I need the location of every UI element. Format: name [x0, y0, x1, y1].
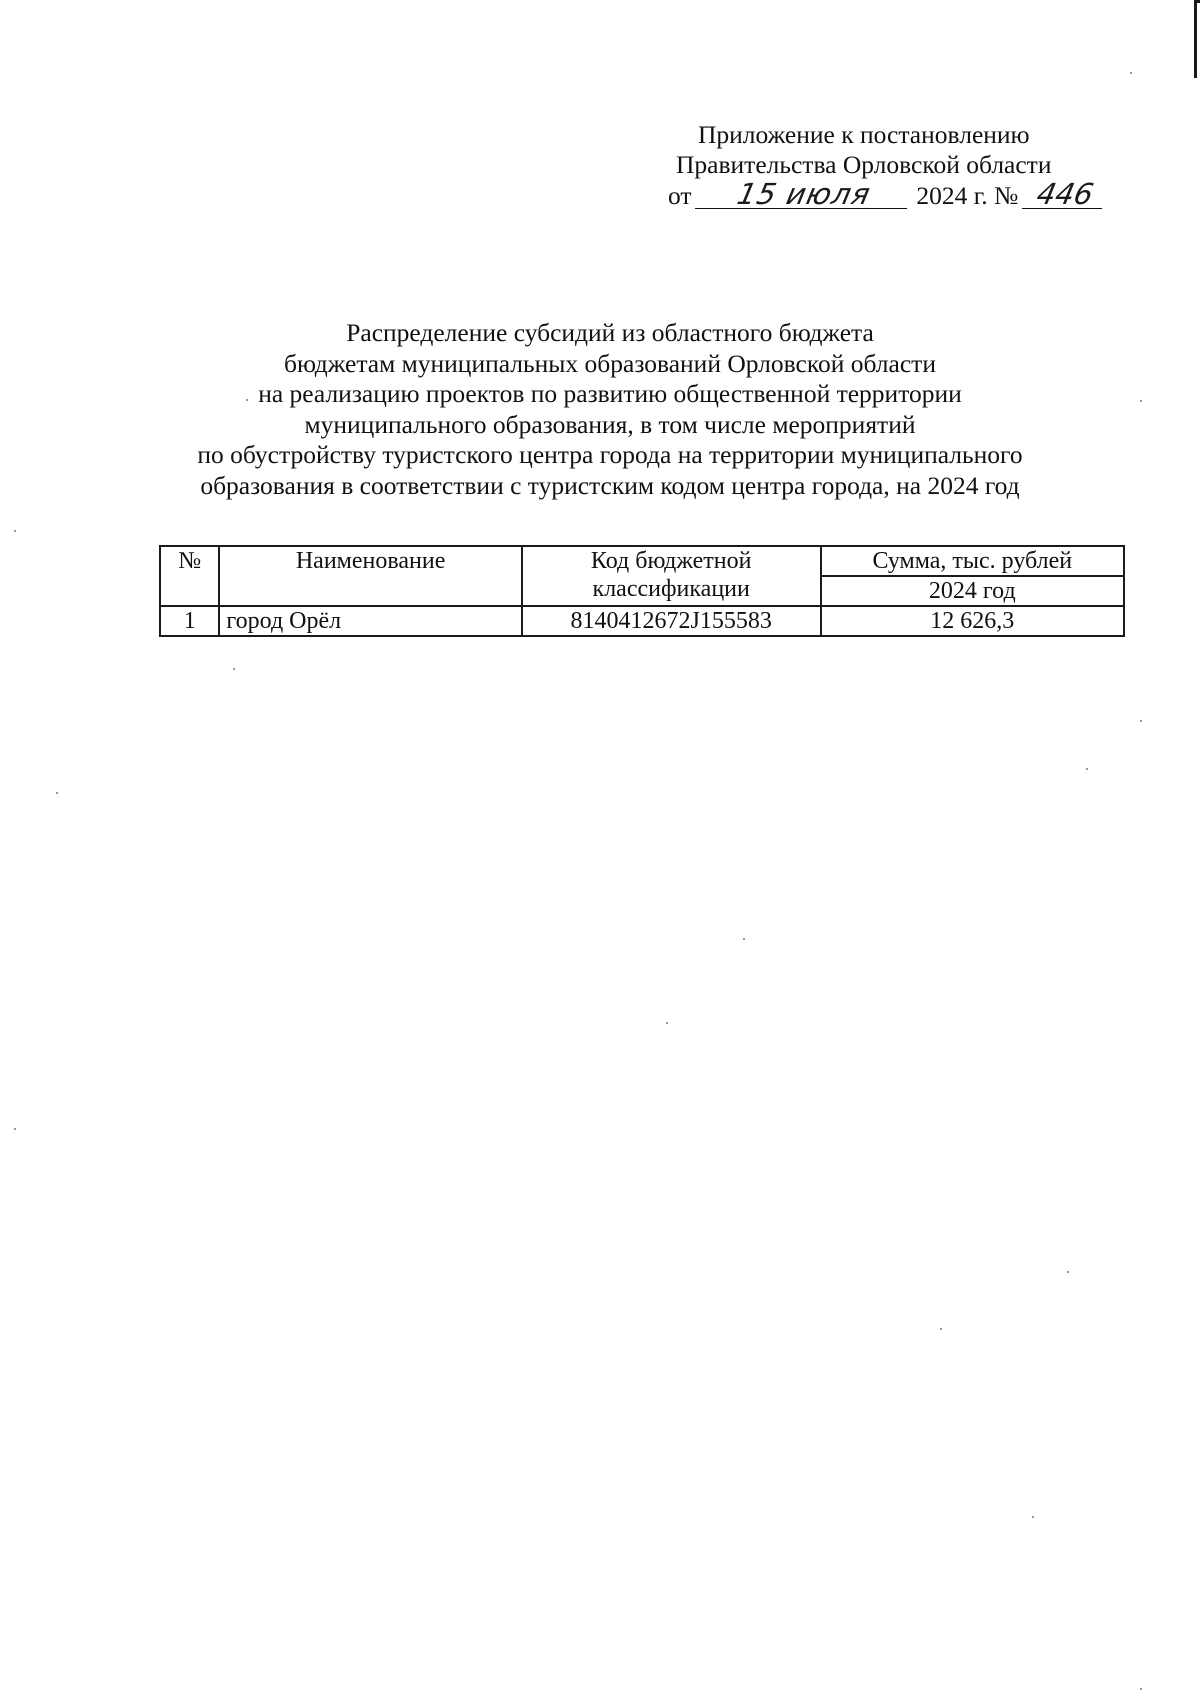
appendix-line-1: Приложение к постановлению: [698, 120, 1030, 149]
page-edge-mark: [1194, 0, 1200, 78]
scan-speck: [743, 938, 745, 940]
scan-speck: [666, 1022, 668, 1024]
date-prefix: от: [668, 181, 692, 210]
appendix-block: [668, 120, 1128, 211]
handwritten-number: 446: [1022, 180, 1108, 209]
appendix-line-2: Правительства Орловской области: [676, 150, 1052, 179]
allocation-table: [159, 545, 1125, 637]
scan-speck: [1140, 720, 1142, 722]
title-line-2: бюджетам муниципальных образований Орловской области: [284, 348, 936, 378]
scan-speck: [1032, 1516, 1034, 1518]
row-name: город Орёл: [219, 606, 521, 636]
handwritten-date: 15 июля: [695, 180, 913, 209]
title-line-3: на реализацию проектов по развитию общественной территории: [258, 379, 962, 408]
title-line-6: образования в соответствии с туристским кодом центра города, на 2024 год: [200, 470, 1020, 500]
row-num: 1: [160, 606, 219, 636]
scan-speck: [1130, 72, 1132, 74]
header-kbk-line-1: Код бюджетной: [590, 548, 752, 574]
title-line-5: по обустройству туристского центра города на территории муниципального: [197, 440, 1023, 469]
year-number-label: 2024 г. №: [916, 181, 1019, 210]
scan-speck: [56, 792, 58, 794]
header-kbk-line-2: классификации: [592, 576, 750, 602]
scan-speck: [1067, 1271, 1069, 1273]
scan-speck: [14, 1128, 16, 1130]
scan-speck: [1086, 768, 1088, 770]
document-title: [100, 318, 1120, 501]
title-line-4: муниципального образования, в том числе мероприятий: [304, 409, 916, 439]
appendix-date-line: [668, 177, 1128, 211]
header-kbk: [522, 546, 821, 606]
scan-speck: [1140, 400, 1142, 402]
header-num: №: [160, 546, 219, 606]
scan-speck: [233, 668, 235, 670]
row-amount: 12 626,3: [821, 606, 1124, 636]
header-sum-group: Сумма, тыс. рублей: [821, 546, 1124, 576]
scan-speck: [1140, 1688, 1142, 1690]
table-row: [160, 606, 1124, 636]
scan-speck: [246, 399, 248, 401]
row-kbk: 8140412672J155583: [522, 606, 821, 636]
header-name: Наименование: [219, 546, 521, 606]
table-header-row: [160, 546, 1124, 576]
scan-speck: [14, 530, 16, 532]
title-line-1: Распределение субсидий из областного бюджета: [346, 318, 874, 347]
scan-speck: [940, 1328, 942, 1330]
header-sum-year: 2024 год: [821, 576, 1124, 606]
